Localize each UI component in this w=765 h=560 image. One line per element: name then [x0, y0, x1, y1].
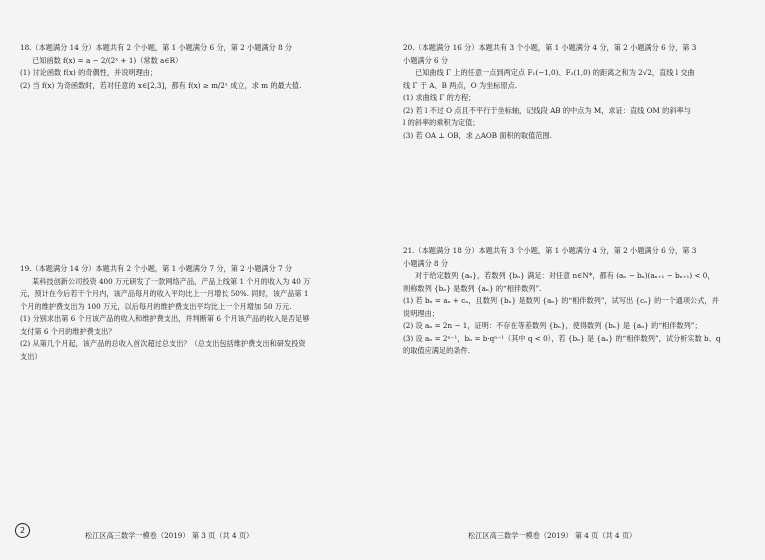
q19-part2b: 支出）: [20, 351, 42, 361]
question-19: [20, 263, 310, 363]
q19-line2: 元，预计在今后若干个月内，该产品每月的收入平均比上一月增长 50%. 同时，该产品第 1: [20, 289, 309, 298]
q20-part1: (1) 求曲线 Γ 的方程；: [403, 93, 476, 102]
q19-part1a: (1) 分别求出第 6 个月该产品的收入和维护费支出，并判断第 6 个月该产品的收入是否足够: [20, 314, 310, 323]
q21-def1: 对于给定数列 {aₙ}，若数列 {bₙ} 满足：对任意 n∈N*，都有 (aₙ − bₙ)(aₙ₊₁ − bₙ₊₁) < 0，: [415, 271, 715, 280]
right-footer: 松江区高三数学一模卷（2019） 第 4 页（共 4 页）: [468, 531, 637, 540]
q19-header: 19.（本题满分 14 分）本题共有 2 个小题，第 1 小题满分 7 分，第 2 小题满分 7 分: [20, 264, 293, 273]
q19-part1b: 支付第 6 个月的维护费支出？: [20, 326, 116, 336]
q21-header: 21.（本题满分 18 分）本题共有 3 个小题，第 1 小题满分 4 分，第 2 小题满分 6 分，第 3: [403, 246, 697, 255]
right-page: [383, 0, 765, 560]
q19-line1: 某科技创新公司投资 400 万元研发了一款网络产品，产品上线第 1 个月的收入为 40 万: [32, 276, 311, 286]
question-20: [403, 42, 696, 142]
q21-header2: 小题满分 8 分: [403, 258, 449, 268]
q21-part2: (2) 设 aₙ = 2n − 1，证明：不存在等差数列 {bₙ}，使得数列 {bₙ} 是 {aₙ} 的“相伴数列”；: [403, 321, 702, 330]
q21-part3a: (3) 设 aₙ = 2ⁿ⁻¹，bₙ = b·qⁿ⁻¹（其中 q < 0），若 {bₙ} 是 {aₙ} 的“相伴数列”，试分析实数 b、q: [403, 333, 721, 343]
q20-given2: 线 Γ 于 A、B 两点，O 为坐标原点.: [403, 80, 518, 90]
q19-line3: 个月的维护费支出为 100 万元，以后每月的维护费支出平均比上一个月增加 50 万元.: [20, 301, 292, 311]
q18-part2: (2) 当 f(x) 为奇函数时，若对任意的 x∈[2,3]，都有 f(x) ≥ m/2ˣ 成立，求 m 的最大值.: [20, 80, 302, 90]
q20-part2a: (2) 若 l 不过 O 点且不平行于坐标轴，记线段 AB 的中点为 M，求证：直线 OM 的斜率与: [403, 105, 691, 115]
q18-part1: (1) 讨论函数 f(x) 的奇偶性，并说明理由；: [20, 68, 158, 77]
question-21: [403, 245, 720, 358]
q20-part3: (3) 若 OA ⊥ OB，求 △AOB 面积的取值范围.: [403, 130, 552, 140]
question-18: [20, 42, 301, 92]
q20-header2: 小题满分 6 分: [403, 55, 449, 65]
page-number-circle: 2: [15, 523, 30, 538]
q19-part2a: (2) 从第几个月起，该产品的总收入首次超过总支出？（总支出包括维护费支出和研发投资: [20, 339, 306, 348]
q21-part3b: 的取值应满足的条件.: [403, 346, 470, 355]
q18-header: 18.（本题满分 14 分）本题共有 2 个小题，第 1 小题满分 6 分，第 2 小题满分 8 分: [20, 43, 293, 52]
q21-def2: 则称数列 {bₙ} 是数列 {aₙ} 的“相伴数列”.: [403, 283, 542, 293]
q20-part2b: l 的斜率的乘积为定值；: [403, 118, 480, 127]
q21-part1a: (1) 若 bₙ = aₙ + cₙ，且数列 {bₙ} 是数列 {aₙ} 的“相伴数列”，试写出 {cₙ} 的一个通项公式，并: [403, 296, 719, 305]
q21-part1b: 说明理由；: [403, 308, 439, 318]
left-footer: 松江区高三数学一模卷（2019） 第 3 页（共 4 页）: [85, 531, 254, 540]
q20-header: 20.（本题满分 16 分）本题共有 3 个小题，第 1 小题满分 4 分，第 2 小题满分 6 分，第 3: [403, 43, 697, 52]
q20-given1: 已知曲线 Γ 上的任意一点到两定点 F₁(−1,0)、F₂(1,0) 的距离之和为 2√2，直线 l 交曲: [415, 68, 695, 77]
q18-given: 已知函数 f(x) = a − 2/(2ˣ + 1)（常数 a∈R）: [32, 55, 183, 65]
left-page: [0, 0, 382, 560]
